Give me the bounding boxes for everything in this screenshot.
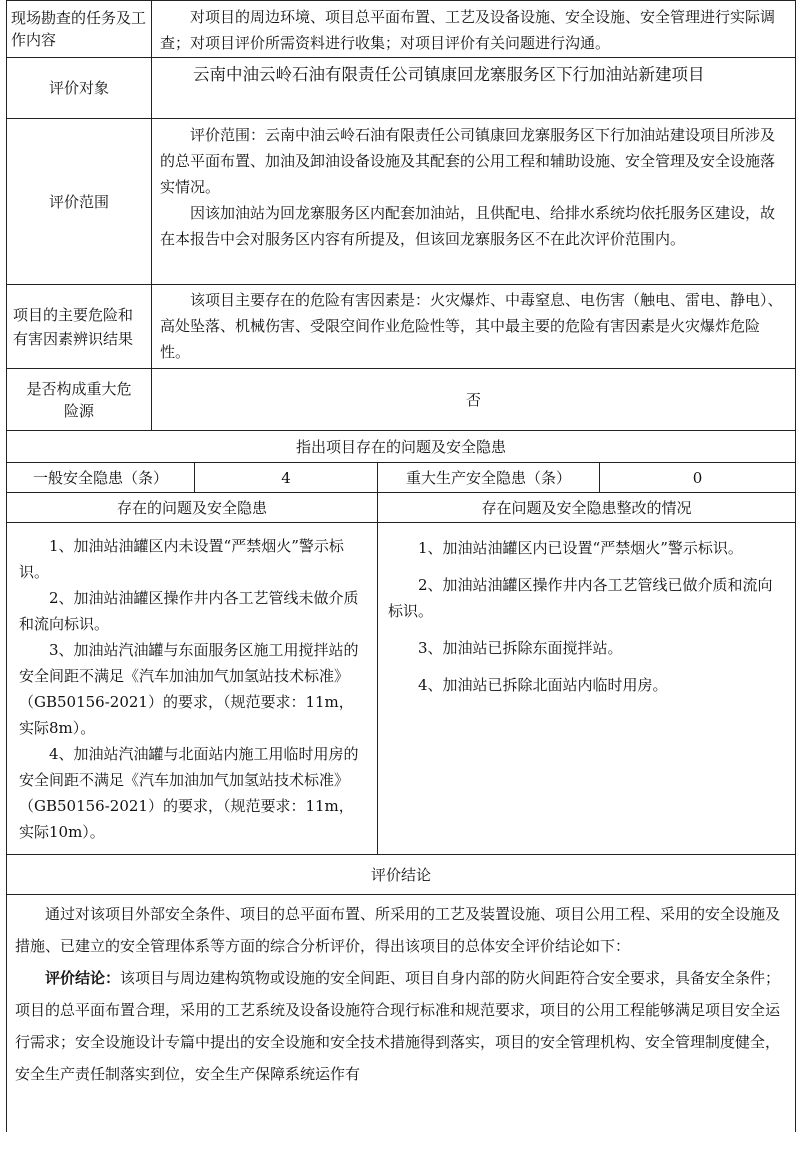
survey-row xyxy=(6,0,796,58)
scope-label: 评价范围 xyxy=(7,119,152,284)
object-row xyxy=(6,58,796,119)
evaluation-table xyxy=(6,0,796,1132)
major-hazard-count: 0 xyxy=(599,463,795,492)
fix-item: 2、加油站油罐区操作井内各工艺管线已做介质和流向标识。 xyxy=(388,576,773,620)
scope-paragraph-2: 因该加油站为回龙寨服务区内配套加油站，且供配电、给排水系统均依托服务区建设，故在本报告中会对服务区内容有所提及，但该回龙寨服务区不在此次评价范围内。 xyxy=(160,204,776,248)
fix-item: 1、加油站油罐区内已设置“严禁烟火”警示标识。 xyxy=(418,539,743,557)
fixes-list xyxy=(377,523,795,854)
fixes-column-header: 存在问题及安全隐患整改的情况 xyxy=(377,493,795,522)
object-label: 评价对象 xyxy=(7,58,152,118)
conclusion-text xyxy=(7,895,795,1090)
hazard-paragraph: 该项目主要存在的危险有害因素是：火灾爆炸、中毒窒息、电伤害（触电、雷电、静电）、高处坠落、机械伤害、受限空间作业危险性等，其中最主要的危险有害因素是火灾爆炸危险性。 xyxy=(160,291,783,361)
issue-item: 2、加油站油罐区操作井内各工艺管线未做介质和流向标识。 xyxy=(19,589,359,633)
object-paragraph: 云南中油云岭石油有限责任公司镇康回龙寨服务区下行加油站新建项目 xyxy=(193,65,705,84)
issues-header-row xyxy=(6,431,796,463)
conclusion-row xyxy=(6,895,796,1132)
object-text xyxy=(152,58,795,118)
major-hazard-label: 是否构成重大危险源 xyxy=(7,369,152,430)
fix-item: 4、加油站已拆除北面站内临时用房。 xyxy=(418,676,668,694)
issues-fixes-row xyxy=(6,523,796,855)
conclusion-lead: 评价结论： xyxy=(45,969,121,987)
fix-item: 3、加油站已拆除东面搅拌站。 xyxy=(418,639,623,657)
issues-header: 指出项目存在的问题及安全隐患 xyxy=(295,438,506,456)
general-hazard-label: 一般安全隐患（条） xyxy=(32,469,168,487)
columns-header-row xyxy=(6,493,796,523)
conclusion-body: 该项目与周边建构筑物或设施的安全间距、项目自身内部的防火间距符合安全要求，具备安全条件；项目的总平面布置合理，采用的工艺系统及设备设施符合现行标准和规范要求，项目的公用工程能够满足项目安全运行需求；安全设施设计专篇中提出的安全设施和安全技术措施得到落实，项目的安全管理机构、安全管理制度健全，安全生产责任制落实到位，安全生产保障系统运作有 xyxy=(15,969,781,1083)
major-hazard-count-label: 重大生产安全隐患（条） xyxy=(377,463,599,492)
major-hazard-row xyxy=(6,369,796,431)
conclusion-paragraph-1: 通过对该项目外部安全条件、项目的总平面布置、所采用的工艺及装置设施、项目公用工程、采用的安全设施及措施、已建立的安全管理体系等方面的综合分析评价，得出该项目的总体安全评价结论如下： xyxy=(15,905,781,955)
issue-item: 1、加油站油罐区内未设置“严禁烟火”警示标识。 xyxy=(19,537,344,581)
issues-column-header: 存在的问题及安全隐患 xyxy=(116,499,267,517)
scope-text xyxy=(152,119,795,284)
hazard-text xyxy=(152,285,795,368)
issues-list xyxy=(7,523,377,854)
issue-item: 3、加油站汽油罐与东面服务区施工用搅拌站的安全间距不满足《汽车加油加气加氢站技术标准》（GB50156-2021）的要求，（规范要求：11m，实际8m）。 xyxy=(19,641,359,737)
conclusion-header-row xyxy=(6,855,796,895)
counts-row xyxy=(6,463,796,493)
issue-item: 4、加油站汽油罐与北面站内施工用临时用房的安全间距不满足《汽车加油加气加氢站技术标准》（GB50156-2021）的要求，（规范要求：11m，实际10m）。 xyxy=(19,745,359,841)
scope-paragraph-1: 评价范围：云南中油云岭石油有限责任公司镇康回龙寨服务区下行加油站建设项目所涉及的总平面布置、加油及卸油设备设施及其配套的公用工程和辅助设施、安全管理及安全设施落实情况。 xyxy=(160,126,776,196)
conclusion-header: 评价结论 xyxy=(370,866,431,884)
hazard-row xyxy=(6,285,796,369)
survey-label: 现场勘查的任务及工作内容 xyxy=(7,1,152,57)
survey-paragraph: 对项目的周边环境、项目总平面布置、工艺及设备设施、安全设施、安全管理进行实际调查；对项目评价所需资料进行收集；对项目评价有关问题进行沟通。 xyxy=(160,8,776,52)
hazard-label: 项目的主要危险和有害因素辨识结果 xyxy=(7,285,152,368)
conclusion-paragraph-2 xyxy=(15,962,789,1090)
survey-text xyxy=(152,1,795,57)
scope-row xyxy=(6,119,796,285)
major-hazard-value: 否 xyxy=(465,390,481,409)
general-hazard-count: 4 xyxy=(194,463,377,492)
